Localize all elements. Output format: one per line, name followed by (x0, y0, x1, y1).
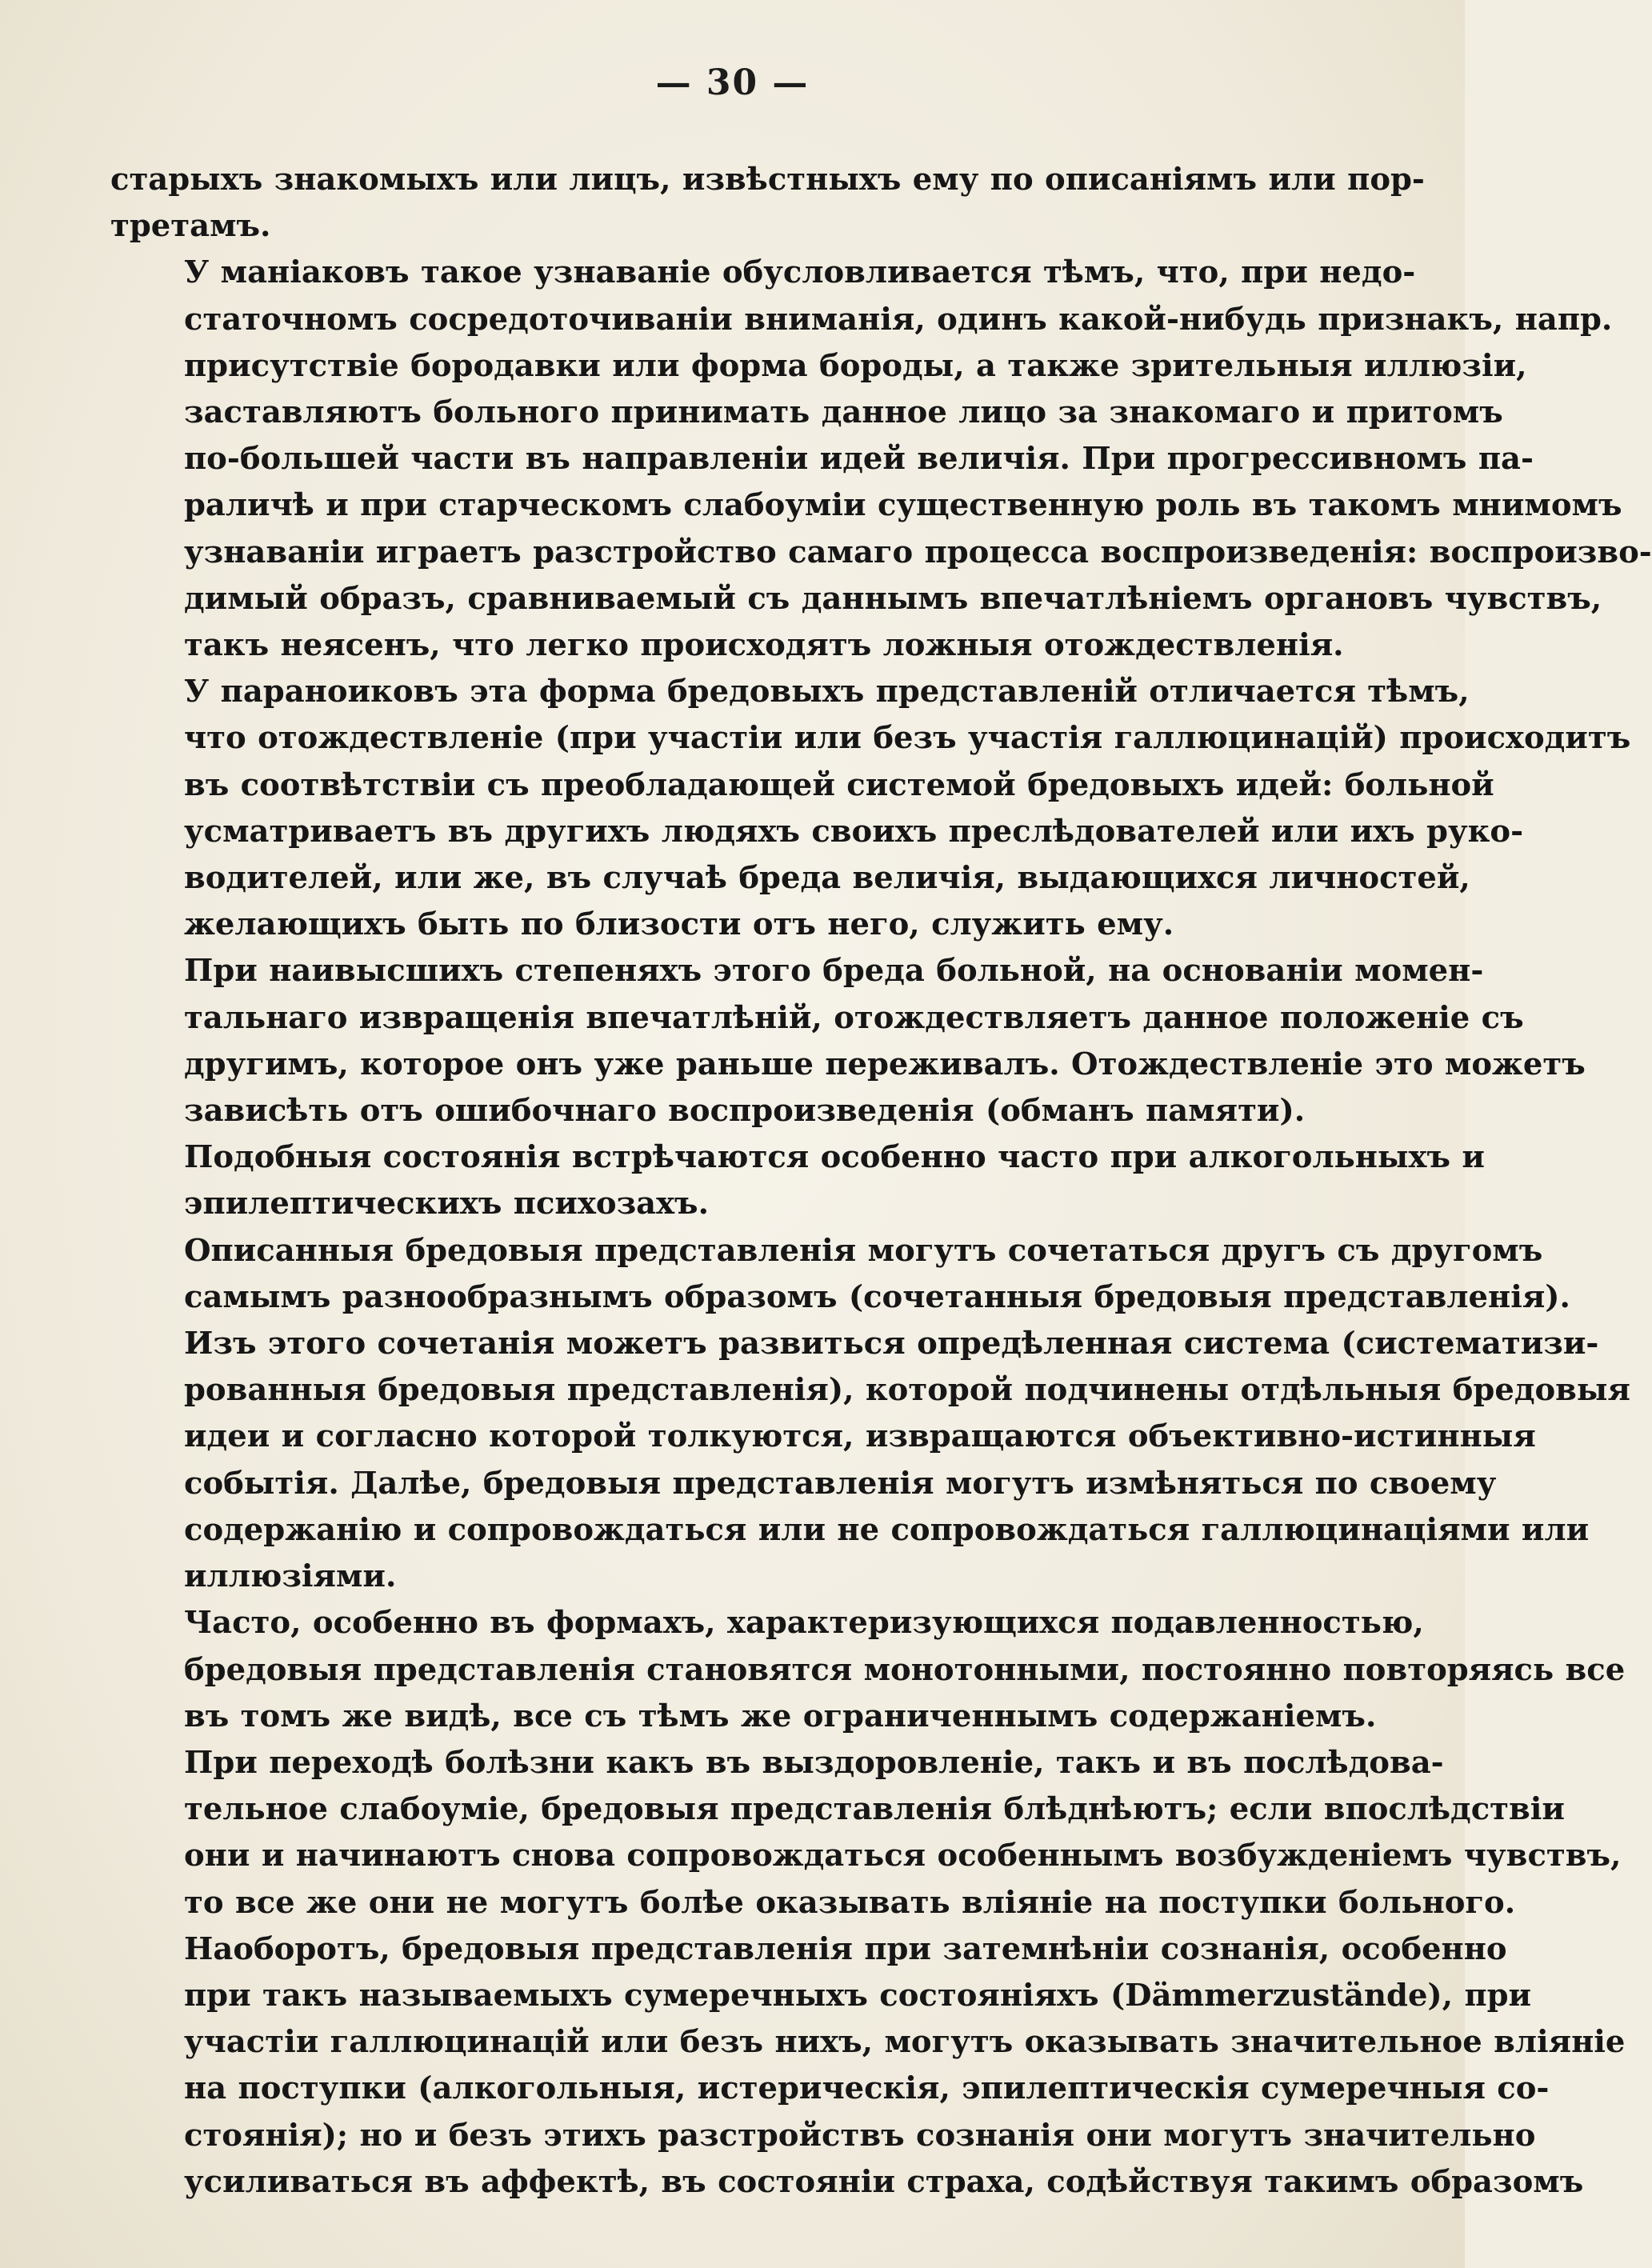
paragraph (110, 1228, 1630, 1601)
text-line: При переходѣ болѣзни какъ въ выздоровленіе, такъ и въ послѣдова- (184, 1744, 1444, 1781)
text-line: Описанныя бредовыя представленія могутъ сочетаться другъ съ другомъ (184, 1232, 1543, 1269)
page-number: — 30 — (655, 62, 810, 103)
text-line: бредовыя представленія становятся монотонными, постоянно повторяясь все (184, 1651, 1626, 1688)
text-line: старыхъ знакомыхъ или лицъ, извѣстныхъ ему по описаніямъ или пор- (110, 162, 1425, 198)
text-line: идеи и согласно которой толкуются, извращаются объективно-истинныя (184, 1418, 1536, 1455)
text-line: самымъ разнообразнымъ образомъ (сочетанныя бредовыя представленія). (184, 1278, 1570, 1315)
text-line: при такъ называемыхъ сумеречныхъ состояніяхъ (Dämmerzustände), при (184, 1977, 1532, 2014)
text-line: содержанію и сопровождаться или не сопровождаться галлюцинаціями или (184, 1511, 1590, 1548)
text-line: желающихъ быть по близости отъ него, служить ему. (184, 906, 1174, 943)
text-line: присутствіе бородавки или форма бороды, а также зрительныя иллюзіи, (184, 347, 1527, 384)
text-line: водителей, или же, въ случаѣ бреда величія, выдающихся личностей, (184, 860, 1470, 897)
text-line: стоянія); но и безъ этихъ разстройствъ сознанія они могутъ значительно (184, 2117, 1536, 2154)
text-line: они и начинаютъ снова сопровождаться особеннымъ возбужденіемъ чувствъ, (184, 1838, 1622, 1874)
paragraph (110, 157, 1425, 250)
text-line: что отождествленіе (при участіи или безъ участія галлюцинацій) происходитъ (184, 720, 1631, 757)
text-line: раличѣ и при старческомъ слабоуміи существенную роль въ такомъ мнимомъ (184, 487, 1622, 524)
text-line: то все же они не могутъ болѣе оказывать вліяніе на поступки больного. (184, 1884, 1516, 1921)
text-line: Часто, особенно въ формахъ, характеризующихся подавленностью, (184, 1605, 1424, 1642)
text-line: такъ неясенъ, что легко происходятъ ложныя отождествленія. (184, 627, 1344, 664)
text-line: зависѣть отъ ошибочнаго воспроизведенія (обманъ памяти). (184, 1093, 1306, 1130)
text-line: событія. Далѣе, бредовыя представленія могутъ измѣняться по своему (184, 1465, 1497, 1502)
text-line: заставляютъ больного принимать данное лицо за знакомаго и притомъ (184, 394, 1503, 431)
text-line: другимъ, которое онъ уже раньше переживалъ. Отождествленіе это можетъ (184, 1046, 1586, 1082)
text-line: въ соотвѣтствіи съ преобладающей системой бредовыхъ идей: больной (184, 766, 1494, 803)
text-line: узнаваніи играетъ разстройство самаго процесса воспроизведенія: воспроизво- (184, 534, 1652, 570)
text-line: При наивысшихъ степеняхъ этого бреда больной, на основаніи момен- (184, 953, 1484, 990)
text-line: Изъ этого сочетанія можетъ развиться опредѣленная система (систематизи- (184, 1326, 1599, 1362)
text-line: эпилептическихъ психозахъ. (184, 1186, 709, 1222)
paragraph (110, 1740, 1622, 1926)
text-line: участіи галлюцинацій или безъ нихъ, могутъ оказывать значительное вліяніе (184, 2024, 1626, 2061)
text-line: У маніаковъ такое узнаваніе обусловливается тѣмъ, что, при недо- (184, 254, 1416, 291)
paragraph (110, 669, 1631, 948)
paragraph (110, 1134, 1485, 1227)
text-line: третамъ. (110, 208, 271, 245)
text-line: Наоборотъ, бредовыя представленія при затемнѣніи сознанія, особенно (184, 1930, 1507, 1967)
text-line: тальнаго извращенія впечатлѣній, отождествляетъ данное положеніе съ (184, 999, 1524, 1036)
text-line: статочномъ сосредоточиваніи вниманія, одинъ какой-нибудь признакъ, напр. (184, 301, 1613, 338)
text-line: У параноиковъ эта форма бредовыхъ представленій отличается тѣмъ, (184, 674, 1470, 710)
paragraph (110, 250, 1652, 669)
paragraph (110, 948, 1586, 1134)
text-line: усматриваетъ въ другихъ людяхъ своихъ преслѣдователей или ихъ руко- (184, 813, 1524, 850)
text-line: димый образъ, сравниваемый съ даннымъ впечатлѣніемъ органовъ чувствъ, (184, 580, 1602, 617)
text-line: иллюзіями. (184, 1558, 397, 1595)
text-line: усиливаться въ аффектѣ, въ состояніи страха, содѣйствуя такимъ образомъ (184, 2163, 1584, 2200)
text-line: тельное слабоуміе, бредовыя представленія блѣднѣютъ; если впослѣдствіи (184, 1791, 1565, 1828)
paragraph (110, 1926, 1626, 2206)
text-line: рованныя бредовыя представленія), которой подчинены отдѣльныя бредовыя (184, 1372, 1630, 1409)
text-line: Подобныя состоянія встрѣчаются особенно часто при алкогольныхъ и (184, 1139, 1485, 1176)
paragraph (110, 1600, 1626, 1740)
text-line: въ томъ же видѣ, все съ тѣмъ же ограниченнымъ содержаніемъ. (184, 1698, 1377, 1734)
text-line: по-большей части въ направленіи идей величія. При прогрессивномъ па- (184, 441, 1534, 478)
text-line: на поступки (алкогольныя, истерическія, эпилептическія сумеречныя со- (184, 2070, 1550, 2107)
page-text-body (110, 157, 1652, 2206)
